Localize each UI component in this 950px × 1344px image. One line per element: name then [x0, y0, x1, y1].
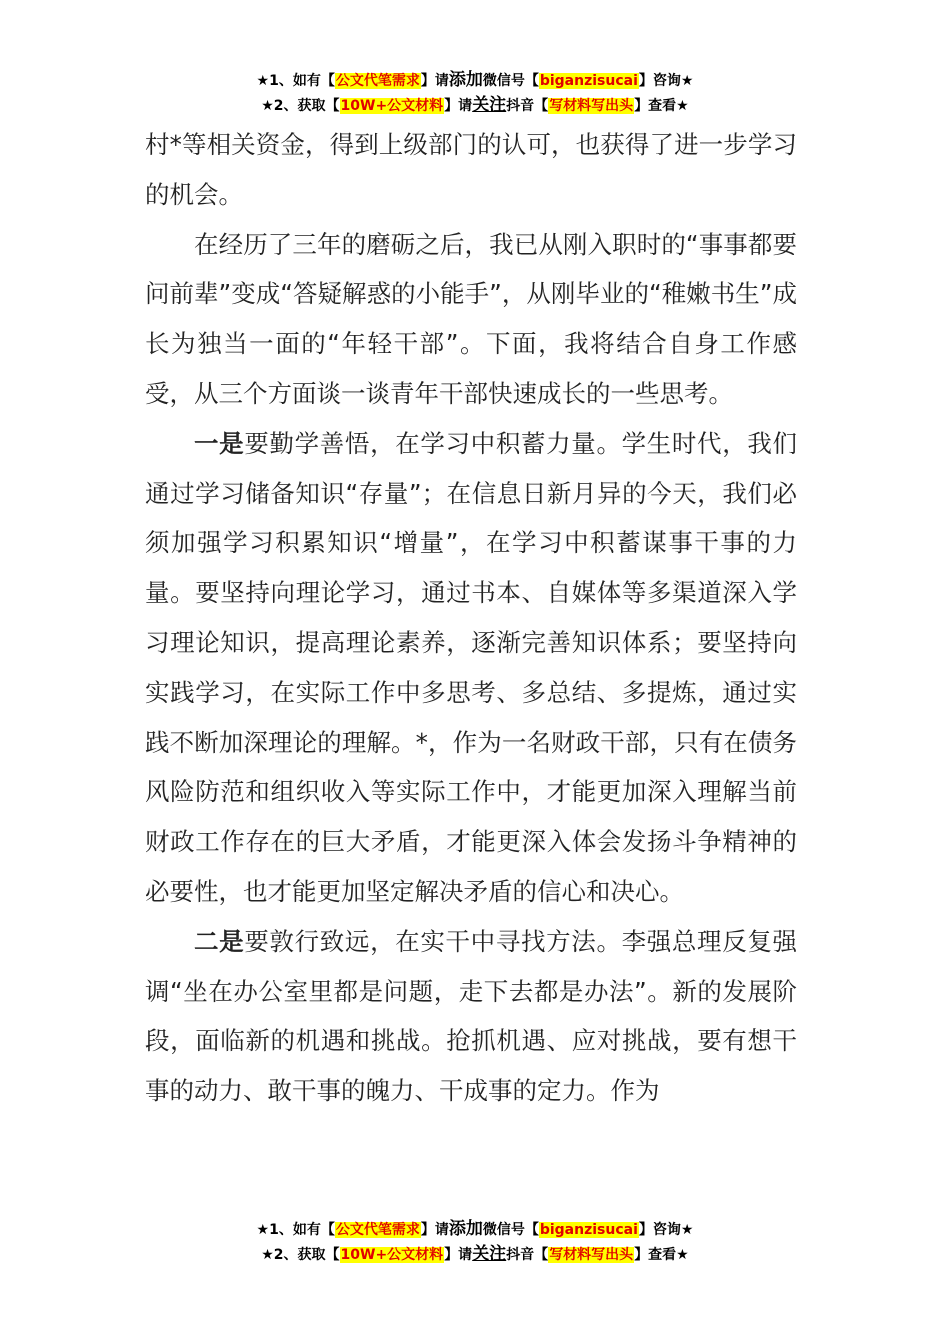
- banner-line-1: [0, 68, 950, 93]
- banner-emphasis: 关注: [472, 1244, 507, 1264]
- highlight-materials: 10W+公文材料: [340, 98, 444, 114]
- banner-text: 】请: [444, 1247, 473, 1263]
- highlight-service: 公文代笔需求: [335, 73, 420, 89]
- banner-text: ★1、如有【: [256, 73, 335, 89]
- banner-text: 】请: [444, 98, 473, 114]
- banner-text: 微信号【: [482, 1222, 539, 1238]
- banner-text: 】咨询★: [638, 1222, 694, 1238]
- highlight-service: 公文代笔需求: [335, 1222, 420, 1238]
- banner-emphasis: 添加: [448, 1219, 483, 1239]
- paragraph-1: 村*等相关资金，得到上级部门的认可，也获得了进一步学习的机会。: [145, 130, 797, 209]
- highlight-douyin: 写材料写出头: [549, 1247, 634, 1263]
- highlight-materials: 10W+公文材料: [340, 1247, 444, 1263]
- paragraph-3: [145, 419, 797, 917]
- banner-text: ★1、如有【: [256, 1222, 335, 1238]
- banner-line-2: [0, 1242, 950, 1267]
- banner-text: 】请: [420, 73, 449, 89]
- banner-text: 微信号【: [482, 73, 539, 89]
- paragraph-lead: 二是: [194, 926, 245, 956]
- banner-text: ★2、获取【: [261, 98, 340, 114]
- banner-text: 】查看★: [634, 98, 689, 114]
- paragraph-4: [145, 917, 797, 1116]
- highlight-douyin: 写材料写出头: [549, 98, 634, 114]
- banner-text: 】咨询★: [638, 73, 694, 89]
- banner-text: ★2、获取【: [261, 1247, 340, 1263]
- paragraph-text: 要勤学善悟，在学习中积蓄力量。学生时代，我们通过学习储备知识“存量”；在信息日新月异的今天，我们必须加强学习积累知识“增量”，在学习中积蓄谋事干事的力量。要坚持向理论学习，通过书本、自媒体等多渠道深入学习理论知识，提高理论素养，逐渐完善知识体系；要坚持向实践学习，在实际工作中多思考、多总结、多提炼，通过实践不断加深理论的理解。*，作为一名财政干部，只有在债务风险防范和组织收入等实际工作中，才能更加深入理解当前财政工作存在的巨大矛盾，才能更深入体会发扬斗争精神的必要性，也才能更加坚定解决矛盾的信心和决心。: [145, 428, 798, 906]
- banner-text: 抖音【: [506, 98, 549, 114]
- footer-banner: [0, 1217, 950, 1267]
- banner-line-2: [0, 93, 950, 118]
- banner-text: 】查看★: [634, 1247, 689, 1263]
- banner-emphasis: 添加: [448, 70, 483, 90]
- paragraph-text: 要敦行致远，在实干中寻找方法。李强总理反复强调“坐在办公室里都是问题，走下去都是办法”。新的发展阶段，面临新的机遇和挑战。抢抓机遇、应对挑战，要有想干事的动力、敢干事的魄力、干成事的定力。作为: [145, 926, 798, 1106]
- banner-text: 】请: [420, 1222, 449, 1238]
- highlight-wechat-id: biganzisucai: [539, 73, 638, 89]
- banner-emphasis: 关注: [472, 95, 507, 115]
- banner-line-1: [0, 1217, 950, 1242]
- highlight-wechat-id: biganzisucai: [539, 1222, 638, 1238]
- banner-text: 抖音【: [506, 1247, 549, 1263]
- paragraph-2: 在经历了三年的磨砺之后，我已从刚入职时的“事事都要问前辈”变成“答疑解惑的小能手”，从刚毕业的“稚嫩书生”成长为独当一面的“年轻干部”。下面，我将结合自身工作感受，从三个方面谈一谈青年干部快速成长的一些思考。: [145, 229, 797, 408]
- paragraph-lead: 一是: [194, 428, 245, 458]
- header-banner: [0, 68, 950, 118]
- document-body: [145, 120, 797, 1116]
